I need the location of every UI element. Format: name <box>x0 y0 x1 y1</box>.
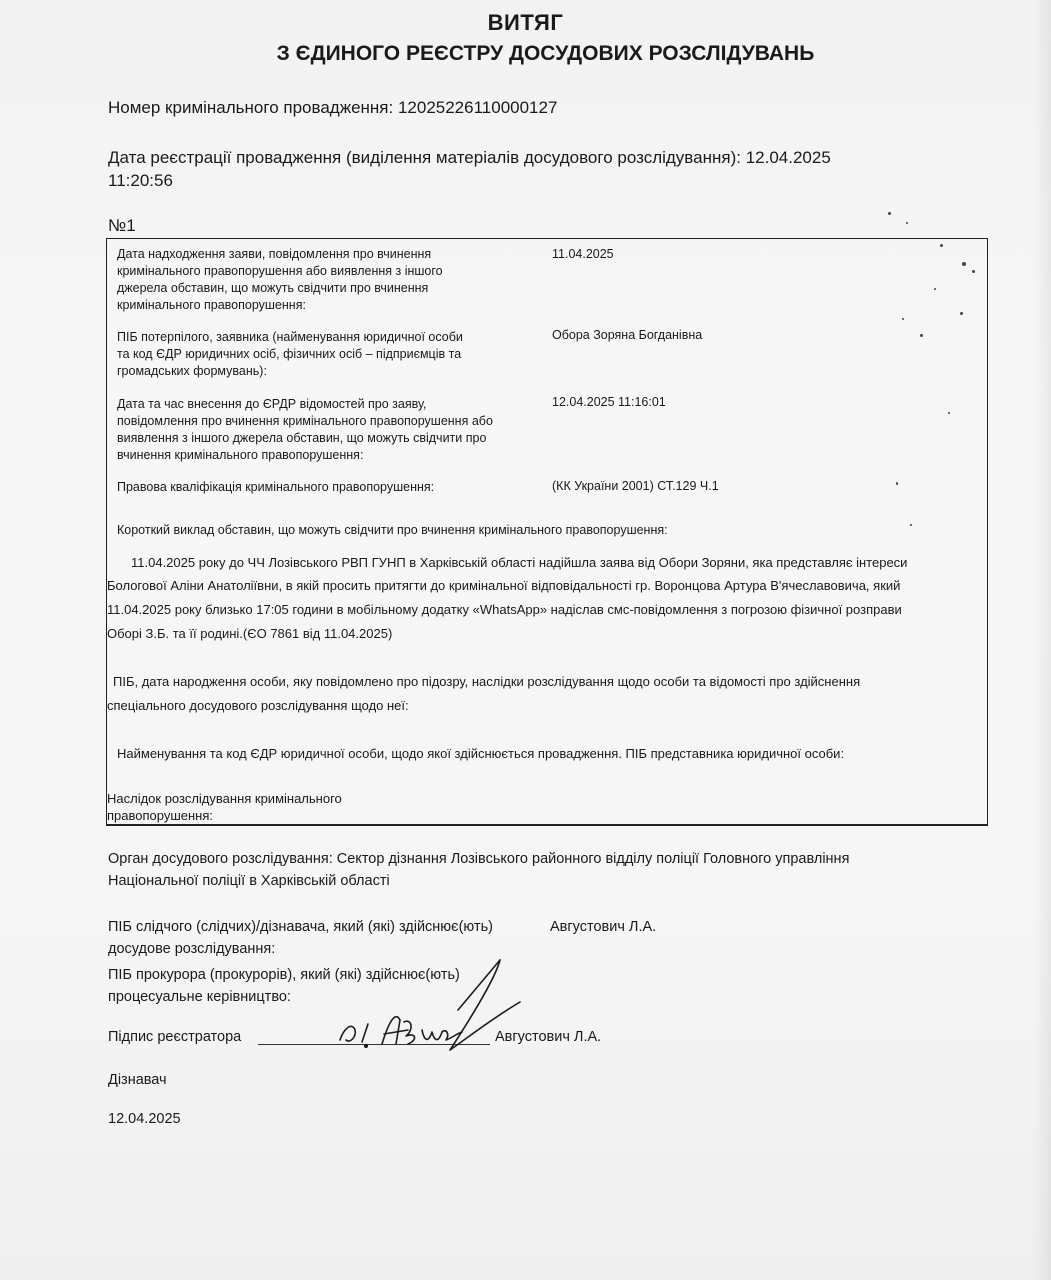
investigator-label-line: досудове розслідування: <box>108 941 276 957</box>
footer-date: 12.04.2025 <box>108 1111 181 1127</box>
summary-line: 11.04.2025 року до ЧЧ Лозівського РВП ГУНП в Харківській області надійшла заява від Обори Зоряни, яка представляє інтереси <box>131 555 908 570</box>
entry-label-line: виявлення з іншого джерела обставин, що можуть свідчити про <box>117 431 487 445</box>
authority-line: Національної поліції в Харківській області <box>108 873 390 889</box>
registration-date-line1: Дата реєстрації провадження (виділення матеріалів досудового розслідування): 12.04.2025 <box>108 148 831 167</box>
summary-label: Короткий виклад обставин, що можуть свідчити про вчинення кримінального правопорушення: <box>117 523 668 537</box>
entry-label-line: повідомлення про вчинення кримінального правопорушення або <box>117 414 493 428</box>
qualification-label: Правова кваліфікація кримінального правопорушення: <box>117 480 435 494</box>
receipt-label-line: джерела обставин, що можуть свідчити про вчинення <box>117 281 429 295</box>
summary-line: 11.04.2025 року близько 17:05 години в мобільному додатку «WhatsApp» надіслав смс-повідомлення з погрозою фізичної розправи <box>107 602 902 617</box>
case-number: Номер кримінального провадження: 12025226110000127 <box>108 98 558 117</box>
entry-label-line: Дата та час внесення до ЄРДР відомостей про заяву, <box>117 397 427 411</box>
qualification-value: (КК України 2001) СТ.129 Ч.1 <box>552 479 719 493</box>
suspect-line: спеціального досудового розслідування щодо неї: <box>107 698 409 713</box>
applicant-label-line: ПІБ потерпілого, заявника (найменування юридичної особи <box>117 330 463 344</box>
applicant-label-line: та код ЄДР юридичних осіб, фізичних осіб – підприємців та <box>117 347 462 361</box>
entry-label-line: вчинення кримінального правопорушення: <box>117 448 364 462</box>
page-edge-shadow <box>1033 0 1051 1280</box>
investigator-value: Августович Л.А. <box>550 919 657 935</box>
applicant-value: Обора Зоряна Богданівна <box>552 328 703 342</box>
summary-line: Оборі З.Б. та її родині.(ЄО 7861 від 11.04.2025) <box>107 626 393 641</box>
prosecutor-label-line: процесуальне керівництво: <box>108 989 291 1005</box>
receipt-label-line: Дата надходження заяви, повідомлення про вчинення <box>117 247 432 261</box>
record-number: №1 <box>108 216 136 235</box>
registrar-position: Дізнавач <box>108 1072 167 1088</box>
investigator-label-line: ПІБ слідчого (слідчих)/дізнавача, який (які) здійснює(ють) <box>108 919 493 935</box>
outcome-label-line: Наслідок розслідування кримінального <box>107 791 342 806</box>
receipt-date-value: 11.04.2025 <box>552 247 614 261</box>
receipt-label-line: кримінального правопорушення: <box>117 298 306 312</box>
outcome-label-line: правопорушення: <box>107 808 214 823</box>
applicant-label-line: громадських формувань): <box>117 364 267 378</box>
document-subtitle: З ЄДИНОГО РЕЄСТРУ ДОСУДОВИХ РОЗСЛІДУВАНЬ <box>276 42 815 65</box>
legal-entity-label: Найменування та код ЄДР юридичної особи, щодо якої здійснюється провадження. ПІБ представника юридичної особи: <box>117 746 845 761</box>
summary-line: Бологової Аліни Анатоліївни, в якій просить притягти до кримінальної відповідальності гр. Воронцова Артура В'ячеславовича, який <box>107 578 901 593</box>
entry-datetime-value: 12.04.2025 11:16:01 <box>552 395 666 409</box>
signature-label: Підпис реєстратора <box>108 1029 242 1045</box>
authority-line: Орган досудового розслідування: Сектор дізнання Лозівського районного відділу поліції Головного управління <box>108 851 850 867</box>
receipt-label-line: кримінального правопорушення або виявлення з іншого <box>117 264 443 278</box>
registration-date-line2: 11:20:56 <box>108 171 173 190</box>
registrar-name: Августович Л.А. <box>495 1029 602 1045</box>
document-title: ВИТЯГ <box>487 10 564 35</box>
suspect-line: ПІБ, дата народження особи, яку повідомлено про підозру, наслідки розслідування щодо особи та відомості про здійснення <box>113 674 861 689</box>
prosecutor-label-line: ПІБ прокурора (прокурорів), який (які) здійснює(ють) <box>108 967 460 983</box>
